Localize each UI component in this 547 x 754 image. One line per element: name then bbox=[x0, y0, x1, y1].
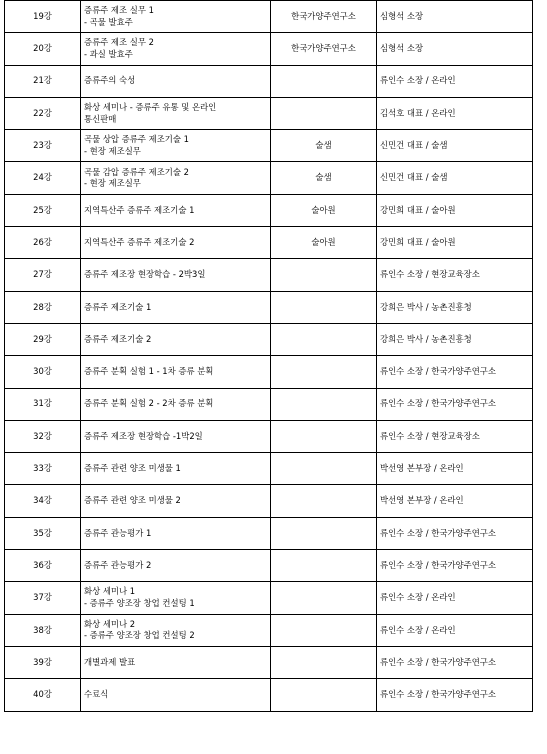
table-row bbox=[5, 614, 533, 646]
lecture-title-line: 증류주 관능평가 2 bbox=[84, 559, 152, 570]
lecture-title-line: 곡물 상압 증류주 제조기술 1 bbox=[84, 134, 189, 145]
lecture-title-line: 지역특산주 증류주 제조기술 1 bbox=[84, 204, 195, 215]
lecture-title bbox=[81, 582, 271, 614]
lecture-title bbox=[81, 33, 271, 65]
lecture-venue: 한국가양주연구소 bbox=[271, 33, 377, 65]
lecture-title-line: - 현장 제조실무 bbox=[84, 178, 141, 189]
lecture-venue bbox=[271, 646, 377, 678]
lecture-title-line: 증류주 제조장 현장학습 -1박2일 bbox=[84, 430, 203, 441]
lecture-number: 21강 bbox=[5, 65, 81, 97]
table-row bbox=[5, 517, 533, 549]
lecture-title-line: 개별과제 발표 bbox=[84, 656, 136, 667]
lecture-venue bbox=[271, 97, 377, 129]
lecture-title-line: 지역특산주 증류주 제조기술 2 bbox=[84, 236, 195, 247]
lecture-title bbox=[81, 97, 271, 129]
curriculum-table bbox=[4, 0, 533, 712]
lecture-number: 19강 bbox=[5, 1, 81, 33]
table-row bbox=[5, 291, 533, 323]
lecture-venue bbox=[271, 259, 377, 291]
lecture-number: 27강 bbox=[5, 259, 81, 291]
lecture-venue bbox=[271, 582, 377, 614]
lecture-instructor: 신민건 대표 / 술샘 bbox=[377, 162, 533, 194]
table-row bbox=[5, 388, 533, 420]
lecture-title-line: 증류주 분획 실험 1 - 1차 증류 분획 bbox=[84, 366, 214, 377]
lecture-venue bbox=[271, 388, 377, 420]
lecture-number: 23강 bbox=[5, 130, 81, 162]
lecture-title-line: - 곡물 발효주 bbox=[84, 16, 133, 27]
lecture-title bbox=[81, 259, 271, 291]
lecture-venue: 한국가양주연구소 bbox=[271, 1, 377, 33]
lecture-title bbox=[81, 679, 271, 711]
lecture-title-line: 통신판매 bbox=[84, 113, 117, 124]
lecture-title bbox=[81, 517, 271, 549]
lecture-title-line: - 증류주 양조장 창업 컨설팅 2 bbox=[84, 630, 195, 641]
lecture-venue: 술아원 bbox=[271, 227, 377, 259]
lecture-number: 31강 bbox=[5, 388, 81, 420]
lecture-title-line: 증류주 분획 실험 2 - 2차 증류 분획 bbox=[84, 398, 214, 409]
table-row bbox=[5, 194, 533, 226]
lecture-instructor: 류인수 소장 / 한국가양주연구소 bbox=[377, 550, 533, 582]
lecture-instructor: 심형석 소장 bbox=[377, 33, 533, 65]
lecture-number: 38강 bbox=[5, 614, 81, 646]
lecture-title-line: 수료식 bbox=[84, 689, 109, 700]
lecture-title bbox=[81, 420, 271, 452]
lecture-title-line: 증류주 제조장 현장학습 - 2박3일 bbox=[84, 269, 206, 280]
lecture-number: 30강 bbox=[5, 356, 81, 388]
lecture-instructor: 심형석 소장 bbox=[377, 1, 533, 33]
lecture-title-line: 증류주 제조 실무 1 bbox=[84, 5, 154, 16]
lecture-number: 37강 bbox=[5, 582, 81, 614]
table-row bbox=[5, 97, 533, 129]
lecture-title-line: 화상 세미나 1 bbox=[84, 586, 136, 597]
lecture-number: 26강 bbox=[5, 227, 81, 259]
lecture-title bbox=[81, 323, 271, 355]
lecture-title-line: 증류주 제조 실무 2 bbox=[84, 37, 154, 48]
lecture-instructor: 류인수 소장 / 현장교육장소 bbox=[377, 259, 533, 291]
lecture-title bbox=[81, 550, 271, 582]
lecture-number: 39강 bbox=[5, 646, 81, 678]
lecture-title-line: 증류주 제조기술 2 bbox=[84, 333, 152, 344]
lecture-venue bbox=[271, 679, 377, 711]
lecture-title-line: 화상 세미나 2 bbox=[84, 618, 136, 629]
lecture-instructor: 류인수 소장 / 한국가양주연구소 bbox=[377, 388, 533, 420]
lecture-number: 20강 bbox=[5, 33, 81, 65]
lecture-title bbox=[81, 388, 271, 420]
lecture-title-line: 화상 세미나 - 증류주 유통 및 온라인 bbox=[84, 102, 217, 113]
lecture-instructor: 류인수 소장 / 온라인 bbox=[377, 614, 533, 646]
lecture-venue bbox=[271, 517, 377, 549]
lecture-title-line: 곡물 감압 증류주 제조기술 2 bbox=[84, 166, 189, 177]
lecture-title bbox=[81, 614, 271, 646]
lecture-instructor: 강희은 박사 / 농촌진흥청 bbox=[377, 291, 533, 323]
table-row bbox=[5, 227, 533, 259]
lecture-title bbox=[81, 227, 271, 259]
table-row bbox=[5, 33, 533, 65]
lecture-title bbox=[81, 162, 271, 194]
lecture-title-line: 증류주 관련 양조 미생물 2 bbox=[84, 495, 181, 506]
lecture-title bbox=[81, 646, 271, 678]
lecture-title-line: 증류주의 숙성 bbox=[84, 75, 136, 86]
lecture-title bbox=[81, 356, 271, 388]
lecture-title-line: - 증류주 양조장 창업 컨설팅 1 bbox=[84, 597, 195, 608]
lecture-instructor: 류인수 소장 / 온라인 bbox=[377, 582, 533, 614]
table-row bbox=[5, 65, 533, 97]
table-row bbox=[5, 550, 533, 582]
lecture-instructor: 류인수 소장 / 현장교육장소 bbox=[377, 420, 533, 452]
lecture-title-line: - 과실 발효주 bbox=[84, 48, 133, 59]
lecture-instructor: 류인수 소장 / 한국가양주연구소 bbox=[377, 679, 533, 711]
lecture-venue bbox=[271, 65, 377, 97]
lecture-instructor: 강희은 박사 / 농촌진흥청 bbox=[377, 323, 533, 355]
lecture-number: 25강 bbox=[5, 194, 81, 226]
lecture-instructor: 강민희 대표 / 술아원 bbox=[377, 227, 533, 259]
lecture-title bbox=[81, 485, 271, 517]
lecture-title bbox=[81, 194, 271, 226]
lecture-instructor: 박선영 본부장 / 온라인 bbox=[377, 485, 533, 517]
table-row bbox=[5, 356, 533, 388]
lecture-title bbox=[81, 1, 271, 33]
lecture-instructor: 류인수 소장 / 한국가양주연구소 bbox=[377, 356, 533, 388]
lecture-venue bbox=[271, 323, 377, 355]
lecture-title-line: 증류주 관련 양조 미생물 1 bbox=[84, 463, 181, 474]
table-row bbox=[5, 162, 533, 194]
table-row bbox=[5, 453, 533, 485]
lecture-instructor: 류인수 소장 / 온라인 bbox=[377, 65, 533, 97]
lecture-venue bbox=[271, 420, 377, 452]
lecture-instructor: 류인수 소장 / 한국가양주연구소 bbox=[377, 646, 533, 678]
lecture-number: 33강 bbox=[5, 453, 81, 485]
table-row bbox=[5, 420, 533, 452]
lecture-title bbox=[81, 453, 271, 485]
lecture-venue bbox=[271, 356, 377, 388]
lecture-number: 24강 bbox=[5, 162, 81, 194]
lecture-venue bbox=[271, 291, 377, 323]
lecture-number: 29강 bbox=[5, 323, 81, 355]
lecture-instructor: 박선영 본부장 / 온라인 bbox=[377, 453, 533, 485]
lecture-title-line: 증류주 관능평가 1 bbox=[84, 527, 152, 538]
table-row bbox=[5, 646, 533, 678]
lecture-title-line: - 현장 제조실무 bbox=[84, 145, 141, 156]
table-row bbox=[5, 1, 533, 33]
table-row bbox=[5, 259, 533, 291]
lecture-instructor: 강민희 대표 / 술아원 bbox=[377, 194, 533, 226]
lecture-title-line: 증류주 제조기술 1 bbox=[84, 301, 152, 312]
lecture-title bbox=[81, 65, 271, 97]
lecture-venue bbox=[271, 485, 377, 517]
lecture-number: 36강 bbox=[5, 550, 81, 582]
lecture-number: 35강 bbox=[5, 517, 81, 549]
lecture-instructor: 류인수 소장 / 한국가양주연구소 bbox=[377, 517, 533, 549]
table-row bbox=[5, 582, 533, 614]
lecture-venue: 술샘 bbox=[271, 130, 377, 162]
lecture-number: 34강 bbox=[5, 485, 81, 517]
curriculum-table-body bbox=[5, 1, 533, 712]
lecture-title bbox=[81, 130, 271, 162]
lecture-number: 32강 bbox=[5, 420, 81, 452]
lecture-number: 28강 bbox=[5, 291, 81, 323]
table-row bbox=[5, 485, 533, 517]
lecture-venue: 술샘 bbox=[271, 162, 377, 194]
lecture-instructor: 신민건 대표 / 술샘 bbox=[377, 130, 533, 162]
table-row bbox=[5, 323, 533, 355]
table-row bbox=[5, 679, 533, 711]
lecture-number: 40강 bbox=[5, 679, 81, 711]
lecture-instructor: 김석호 대표 / 온라인 bbox=[377, 97, 533, 129]
table-row bbox=[5, 130, 533, 162]
lecture-venue bbox=[271, 550, 377, 582]
lecture-venue bbox=[271, 453, 377, 485]
lecture-venue bbox=[271, 614, 377, 646]
lecture-title bbox=[81, 291, 271, 323]
lecture-venue: 술아원 bbox=[271, 194, 377, 226]
lecture-number: 22강 bbox=[5, 97, 81, 129]
